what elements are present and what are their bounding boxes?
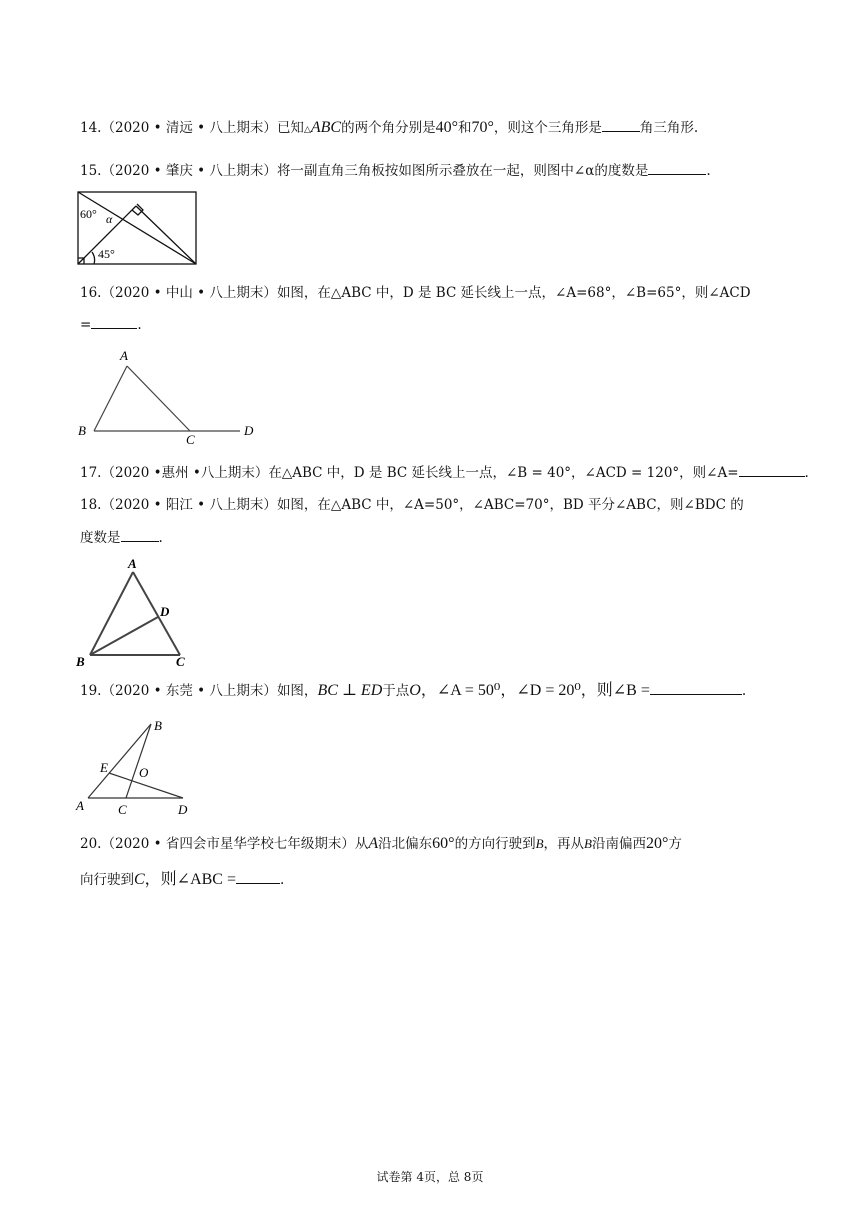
q20-number: 20. — [80, 836, 102, 852]
q20-text-5: 沿南偏西 — [591, 836, 646, 852]
q14-answer-blank[interactable] — [602, 117, 640, 132]
fig19-label-a: A — [76, 798, 84, 813]
question-16-line-2 — [80, 314, 780, 335]
q16-end: . — [137, 317, 142, 333]
figure-15-triangle-set — [76, 190, 200, 266]
q17-end: . — [804, 465, 809, 481]
fig15-arc-45 — [92, 252, 95, 264]
fig19-label-c: C — [118, 802, 127, 817]
fig16-label-c: C — [186, 432, 195, 445]
q16-text: 如图，在△ABC 中，D 是 BC 延长线上一点，∠A=68°，∠B=65°，则∠ACD — [276, 285, 751, 301]
question-19 — [80, 680, 780, 701]
q20-end: . — [280, 872, 285, 888]
q19-angle-d: ，∠D = 20⁰ — [500, 682, 581, 699]
fig15-label-alpha: α — [106, 212, 113, 226]
question-14: 14.（2020 • 清远 • 八上期末）已知△ABC的两个角分别是40°和70°，则这个三角形是 角三角形. — [80, 119, 699, 136]
fig18-side-ac — [133, 572, 180, 655]
q19-perpendicular: BC ⊥ ED — [317, 682, 383, 699]
fig16-side-ab — [94, 366, 127, 431]
page-footer: 试卷第 4页，总 8页 — [376, 1170, 484, 1184]
question-16 — [80, 283, 780, 303]
q19-point-o: O — [409, 682, 421, 699]
fig18-label-a: A — [128, 556, 137, 571]
q19-source: （2020 • 东莞 • 八上期末） — [101, 683, 277, 699]
q17-source: （2020 •惠州 •八上期末） — [101, 465, 269, 481]
q18-prefix: 度数是 — [80, 530, 121, 546]
question-20-line-2 — [80, 869, 780, 890]
q14-text-3: ，则这个三角形是 — [493, 120, 602, 136]
q18-number: 18. — [80, 497, 102, 513]
q19-end: . — [741, 683, 747, 699]
q15-end: . — [706, 163, 711, 179]
q20-angle-2: 20° — [645, 835, 669, 852]
q18-answer-blank[interactable] — [121, 527, 159, 542]
q20-point-b-2: B — [584, 836, 592, 851]
q19-number: 19. — [80, 683, 102, 699]
q19-angle-a: ，∠A = 50⁰ — [420, 682, 501, 699]
figure-19-lines — [74, 716, 198, 818]
q20-text-6: 方 — [668, 836, 682, 852]
fig16-label-a: A — [120, 348, 128, 363]
q20-point-b: B — [535, 836, 544, 851]
q19-text-2: 于点 — [382, 683, 410, 699]
q15-number: 15. — [80, 163, 102, 179]
q16-number: 16. — [80, 285, 102, 301]
q14-and: 和 — [457, 120, 472, 136]
fig18-label-b: B — [76, 654, 85, 668]
q20-point-a: A — [368, 835, 379, 852]
q18-end: . — [158, 530, 163, 546]
q16-source: （2020 • 中山 • 八上期末） — [101, 285, 277, 301]
question-20 — [80, 834, 780, 854]
question-18-line-2 — [80, 527, 780, 548]
q18-text: 如图，在△ABC 中，∠A=50°，∠ABC=70°，BD 平分∠ABC，则∠BDC 的 — [276, 497, 744, 513]
q19-text: 如图， — [276, 683, 318, 699]
q14-tail: 角三角形. — [639, 120, 699, 136]
q17-number: 17. — [80, 465, 102, 481]
q20-answer-blank[interactable] — [236, 869, 280, 884]
q16-answer-blank[interactable] — [91, 314, 137, 329]
q14-text-2: 的两个角分别是 — [341, 120, 436, 136]
q14-text: 已知 — [276, 120, 304, 136]
fig16-label-b: B — [78, 423, 86, 438]
question-17 — [80, 462, 809, 483]
fig19-label-d: D — [178, 802, 188, 817]
figure-18-triangle — [76, 554, 188, 668]
q15-text: 将一副直角三角板按如图所示叠放在一起，则图中∠α的度数是 — [276, 163, 649, 179]
q20-point-c: C — [134, 871, 145, 888]
q20-source: （2020 • 省四会市星华学校七年级期末） — [101, 836, 355, 852]
fig15-label-60: 60° — [80, 207, 97, 221]
fig15-label-45: 45° — [98, 247, 115, 261]
fig16-side-ac — [127, 366, 190, 431]
fig19-line-bc — [126, 724, 151, 798]
q16-equals: = — [80, 317, 92, 333]
q14-angle-1: 40° — [435, 119, 458, 136]
q20-text-4: ，再从 — [543, 836, 585, 852]
question-18 — [80, 495, 780, 515]
fig16-label-d: D — [244, 423, 254, 438]
q20-text-3: 的方向行驶到 — [454, 836, 536, 852]
q14-triangle: ABC — [310, 119, 342, 136]
q19-answer-blank[interactable] — [650, 680, 742, 695]
fig19-label-o: O — [139, 765, 149, 780]
fig19-line-ab — [88, 724, 151, 798]
q17-answer-blank[interactable] — [739, 462, 805, 477]
question-15 — [80, 160, 780, 181]
q14-angle-2: 70° — [471, 119, 494, 136]
q15-answer-blank[interactable] — [648, 160, 706, 175]
fig18-label-d: D — [160, 604, 170, 619]
fig19-label-b: B — [154, 718, 162, 733]
q14-source: （2020 • 清远 • 八上期末） — [101, 120, 277, 136]
q20-angle-1: 60° — [432, 835, 455, 852]
q18-source: （2020 • 阳江 • 八上期末） — [101, 497, 277, 513]
fig15-side — [136, 206, 196, 264]
fig15-hypotenuse-1 — [78, 192, 196, 264]
q14-number: 14. — [80, 120, 102, 136]
fig19-label-e: E — [100, 760, 108, 775]
q15-source: （2020 • 肇庆 • 八上期末） — [101, 163, 277, 179]
q20-text-7: 向行驶到 — [80, 872, 134, 888]
q17-text: 在△ABC 中，D 是 BC 延长线上一点，∠B = 40°，∠ACD = 120°，则∠A= — [268, 465, 739, 481]
q20-text-2: 沿北偏东 — [378, 836, 433, 852]
q20-angle-abc: ，则∠ABC = — [144, 871, 237, 888]
figure-16-triangle — [74, 345, 264, 445]
fig18-label-c: C — [176, 654, 185, 668]
q19-angle-b: ，则∠B = — [580, 682, 650, 699]
q20-text-1: 从 — [354, 836, 369, 852]
fig15-right-angle-mark — [132, 204, 143, 215]
